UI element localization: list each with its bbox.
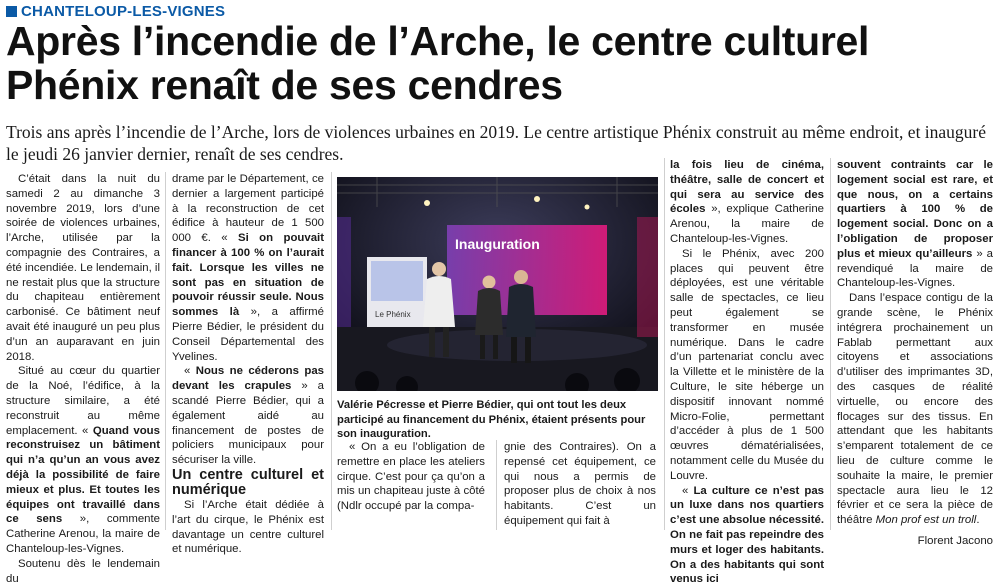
column-rule <box>165 172 166 530</box>
paragraph <box>670 484 824 587</box>
quote: Si on pouvait financer à 100 % on l’aurait fait. Lorsque les villes ne sont pas en situation de pouvoir réussir seule. Nous sommes là <box>172 232 324 319</box>
quote: La culture ce n’est pas un luxe dans nos quartiers c’est une absolue nécessité. On ne fait pas repeindre des murs et loger des habitants. On a des habitants qui sont venus ici <box>670 484 825 586</box>
paragraph: Si le Phénix, avec 200 places qui peuvent être déployées, est une véritable salle de spectacles, ce lieu peut également se transformer en musée numérique. Dans le cadre d’un partenariat conclu avec la Villette et le ministère de la Culture, le site héberge un dispositif innovant nommé Micro-Folie, permettant d’accéder à plus de 1 500 œuvres dématérialisées, notamment celle du Musée du Louvre. <box>670 247 824 482</box>
quote: Quand vous reconstruisez un bâtiment qui n’a qu’un an vous avez déjà la possibilité de faire mieux et plus. Et toutes les équipes ont travaillé dans ce sens <box>6 424 160 526</box>
photo-caption: Valérie Pécresse et Pierre Bédier, qui ont tout les deux participé au financement du Phénix, étaient présents pour son inauguration. <box>337 399 646 440</box>
text-run: » a revendiqué la maire de Chanteloup-les-Vignes. <box>837 247 993 290</box>
deck: Trois ans après l’incendie de l’Arche, lors de violences urbaines en 2019. Le centre artistique Phénix construit au même endroit, et inauguré le jeudi 26 janvier dernier, renaît de ses cendres. <box>6 122 987 164</box>
article-column-2 <box>172 172 324 557</box>
text-run: « <box>184 365 191 378</box>
paragraph <box>837 291 993 528</box>
quote: Nous ne céderons pas devant les crapules <box>172 365 324 393</box>
kicker-square-icon <box>6 6 17 17</box>
quote: souvent contraints car le logement social est rare, et que nous, on a certains quartiers à 100 % de logement social. Donc on a l’obligation de proposer plus et mieux qu’ailleurs <box>837 159 993 260</box>
paragraph <box>6 364 160 556</box>
paragraph: Soutenu dès le lendemain du <box>6 557 160 585</box>
subheading: Un centre culturel et numérique <box>172 466 324 498</box>
column-rule <box>496 440 497 530</box>
text-run: », explique Catherine Arenou, la maire de Chanteloup-les-Vignes. <box>670 203 824 245</box>
kicker-text: CHANTELOUP-LES-VIGNES <box>21 3 226 20</box>
text-run: », a affirmé Pierre Bédier, le président du Conseil Départemental des Yvelines. <box>172 306 325 363</box>
paragraph: « On a eu l’obligation de remettre en place les ateliers cirque. C’est pour ça qu’on a mis un chapiteau juste à côté (Ndlr occupé par la compa- <box>337 441 485 513</box>
event-photo <box>337 177 658 391</box>
text-run: Dans l’espace contigu de la grande scène, le Phénix intégrera prochainement un Fablab permettant aux citoyens et associations d’utiliser des imprimantes 3D, des casques de réalité virtuelle, ou encore des flocages sur des tissus. En attendant que les habitants s’emparent totalement de ce lieu de culture comme le souhaite la maire, le premier spectacle aura lieu le 12 février et ce sera la pièce de théâtre <box>837 292 993 527</box>
stage-illustration <box>337 177 658 391</box>
paragraph <box>670 158 824 247</box>
play-title: Mon prof est un troll <box>875 514 977 527</box>
column-rule <box>331 172 332 530</box>
article-column-1 <box>6 172 160 586</box>
text-run: » a scandé Pierre Bédier, qui a également aidé au financement de postes de policiers municipaux pour sécuriser la ville. <box>172 380 325 467</box>
stage-label: Inauguration <box>455 236 540 252</box>
paragraph <box>172 172 324 364</box>
paragraph: gnie des Contraires). On a repensé cet équipement, ce qui nous a permis de proposer plus de choix à nos habitants. C’est un équipement qui fait à <box>504 441 656 527</box>
paragraph <box>172 364 324 468</box>
article-column-4 <box>670 158 824 587</box>
paragraph <box>837 158 993 291</box>
author-signature: Florent Jacono <box>917 534 993 547</box>
text-run: . <box>976 514 980 527</box>
panel-label: Le Phénix <box>375 310 411 319</box>
text-run: Situé au cœur du quartier de la Noé, l’édifice, à la structure similaire, a été reconstruit au même emplacement. « <box>6 365 160 437</box>
text-run: « <box>682 484 689 497</box>
article-column-3b <box>504 440 656 529</box>
text-run: », commente Catherine Arenou, la maire de Chanteloup-les-Vignes. <box>6 513 160 555</box>
column-rule <box>830 158 831 530</box>
column-rule <box>664 158 665 530</box>
paragraph: C’était dans la nuit du samedi 2 au dimanche 3 novembre 2019, lors d’une soirée de violences urbaines, l’Arche, utilisée par la compagnie des Contraires, a été incendiée. Le lendemain, il ne restait plus que la structure du chapiteau entièrement carbonisé. Ce bâtiment neuf avait été inauguré un peu plus d’un an auparavant en juin 2018. <box>6 173 160 363</box>
quote: la fois lieu de cinéma, théâtre, salle de concert et qui sera au service des écoles <box>670 159 824 216</box>
headline: Après l’incendie de l’Arche, le centre culturel Phénix renaît de ses cendres <box>6 18 870 108</box>
article-column-5 <box>837 158 993 549</box>
paragraph: Si l’Arche était dédiée à l’art du cirque, le Phénix est davantage un centre culturel et numérique. <box>172 498 324 556</box>
text-run: drame par le Département, ce dernier a largement participé à la reconstruction de cet édifice à hauteur de 1 500 000 €. « <box>172 173 324 245</box>
article-column-3a <box>337 440 485 514</box>
